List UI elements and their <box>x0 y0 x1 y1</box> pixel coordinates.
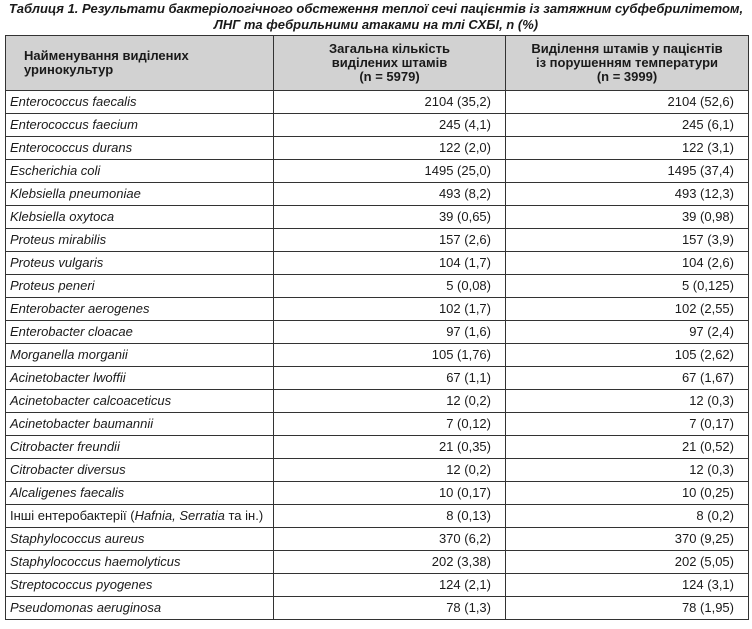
table-row <box>6 114 749 137</box>
fever-strains-cell: 7 (0,17) <box>506 413 749 436</box>
total-strains-cell: 7 (0,12) <box>274 413 506 436</box>
table-row <box>6 367 749 390</box>
total-strains-cell: 124 (2,1) <box>274 574 506 597</box>
total-strains-cell: 370 (6,2) <box>274 528 506 551</box>
header-fever-line-2: із порушенням температури <box>535 55 719 70</box>
total-strains-cell: 5 (0,08) <box>274 275 506 298</box>
fever-strains-cell: 2104 (52,6) <box>506 91 749 114</box>
total-strains-cell: 157 (2,6) <box>274 229 506 252</box>
total-strains-cell: 102 (1,7) <box>274 298 506 321</box>
table-row <box>6 528 749 551</box>
table-row <box>6 275 749 298</box>
fever-strains-cell: 39 (0,98) <box>506 206 749 229</box>
fever-strains-cell: 105 (2,62) <box>506 344 749 367</box>
table-caption <box>0 0 752 35</box>
table-row <box>6 183 749 206</box>
culture-name-cell: Staphylococcus aureus <box>6 528 274 551</box>
header-culture-name: Найменування виділених уринокультур <box>6 36 274 91</box>
header-fever-strains <box>506 36 749 91</box>
header-total-line-1: Загальна кількість <box>328 41 451 56</box>
urine-culture-table <box>5 35 749 620</box>
culture-name-cell: Acinetobacter calcoaceticus <box>6 390 274 413</box>
culture-name-cell: Acinetobacter lwoffii <box>6 367 274 390</box>
table-row <box>6 413 749 436</box>
culture-name-italic: Hafnia, Serratia <box>134 508 225 523</box>
culture-name-cell: Alcaligenes faecalis <box>6 482 274 505</box>
culture-name-cell: Escherichia coli <box>6 160 274 183</box>
culture-name-cell: Proteus peneri <box>6 275 274 298</box>
fever-strains-cell: 493 (12,3) <box>506 183 749 206</box>
total-strains-cell: 8 (0,13) <box>274 505 506 528</box>
table-row <box>6 390 749 413</box>
culture-name-cell: Acinetobacter baumannii <box>6 413 274 436</box>
fever-strains-cell: 21 (0,52) <box>506 436 749 459</box>
fever-strains-cell: 8 (0,2) <box>506 505 749 528</box>
total-strains-cell: 202 (3,38) <box>274 551 506 574</box>
table-row <box>6 597 749 620</box>
fever-strains-cell: 5 (0,125) <box>506 275 749 298</box>
culture-name-cell: Enterococcus faecalis <box>6 91 274 114</box>
header-total-line-3: (n = 5979) <box>359 69 420 84</box>
table-row <box>6 482 749 505</box>
fever-strains-cell: 67 (1,67) <box>506 367 749 390</box>
table-row <box>6 298 749 321</box>
table-row <box>6 505 749 528</box>
culture-name-cell: Enterobacter aerogenes <box>6 298 274 321</box>
culture-name-cell: Proteus mirabilis <box>6 229 274 252</box>
table-row <box>6 160 749 183</box>
culture-name-cell: Klebsiella pneumoniae <box>6 183 274 206</box>
culture-name-cell <box>6 505 274 528</box>
table-row <box>6 206 749 229</box>
caption-line-1: Таблиця 1. Результати бактеріологічного обстеження теплої сечі пацієнтів із затяжним субфебрилітетом, <box>8 1 744 16</box>
table-row <box>6 344 749 367</box>
total-strains-cell: 39 (0,65) <box>274 206 506 229</box>
total-strains-cell: 104 (1,7) <box>274 252 506 275</box>
table-row <box>6 321 749 344</box>
culture-name-cell: Klebsiella oxytoca <box>6 206 274 229</box>
fever-strains-cell: 124 (3,1) <box>506 574 749 597</box>
fever-strains-cell: 122 (3,1) <box>506 137 749 160</box>
fever-strains-cell: 102 (2,55) <box>506 298 749 321</box>
fever-strains-cell: 12 (0,3) <box>506 390 749 413</box>
total-strains-cell: 122 (2,0) <box>274 137 506 160</box>
table-row <box>6 436 749 459</box>
fever-strains-cell: 370 (9,25) <box>506 528 749 551</box>
culture-name-suffix: та ін.) <box>224 508 264 523</box>
total-strains-cell: 10 (0,17) <box>274 482 506 505</box>
culture-name-prefix: Інші ентеробактерії ( <box>10 508 135 523</box>
header-fever-line-3: (n = 3999) <box>596 69 658 84</box>
culture-name-cell: Pseudomonas aeruginosa <box>6 597 274 620</box>
culture-name-cell: Citrobacter diversus <box>6 459 274 482</box>
culture-name-cell: Enterobacter cloacae <box>6 321 274 344</box>
total-strains-cell: 78 (1,3) <box>274 597 506 620</box>
fever-strains-cell: 202 (5,05) <box>506 551 749 574</box>
fever-strains-cell: 97 (2,4) <box>506 321 749 344</box>
table-row <box>6 91 749 114</box>
fever-strains-cell: 12 (0,3) <box>506 459 749 482</box>
culture-name-cell: Staphylococcus haemolyticus <box>6 551 274 574</box>
culture-name-cell: Proteus vulgaris <box>6 252 274 275</box>
table-row <box>6 252 749 275</box>
total-strains-cell: 105 (1,76) <box>274 344 506 367</box>
fever-strains-cell: 10 (0,25) <box>506 482 749 505</box>
fever-strains-cell: 245 (6,1) <box>506 114 749 137</box>
table-row <box>6 137 749 160</box>
total-strains-cell: 21 (0,35) <box>274 436 506 459</box>
header-total-line-2: виділених штамів <box>331 55 448 70</box>
table-row <box>6 551 749 574</box>
header-fever-line-1: Виділення штамів у пацієнтів <box>531 41 723 56</box>
table-row <box>6 229 749 252</box>
total-strains-cell: 12 (0,2) <box>274 459 506 482</box>
total-strains-cell: 12 (0,2) <box>274 390 506 413</box>
table-row <box>6 459 749 482</box>
culture-name-cell: Morganella morganii <box>6 344 274 367</box>
total-strains-cell: 97 (1,6) <box>274 321 506 344</box>
table-row <box>6 574 749 597</box>
caption-line-2: ЛНГ та фебрильними атаками на тлі СХБІ, n (%) <box>213 17 539 32</box>
fever-strains-cell: 78 (1,95) <box>506 597 749 620</box>
fever-strains-cell: 1495 (37,4) <box>506 160 749 183</box>
table-body <box>6 91 749 620</box>
table-header-row <box>6 36 749 91</box>
total-strains-cell: 67 (1,1) <box>274 367 506 390</box>
total-strains-cell: 493 (8,2) <box>274 183 506 206</box>
culture-name-cell: Enterococcus faecium <box>6 114 274 137</box>
header-total-strains <box>274 36 506 91</box>
culture-name-cell: Citrobacter freundii <box>6 436 274 459</box>
fever-strains-cell: 104 (2,6) <box>506 252 749 275</box>
culture-name-cell: Streptococcus pyogenes <box>6 574 274 597</box>
total-strains-cell: 1495 (25,0) <box>274 160 506 183</box>
total-strains-cell: 245 (4,1) <box>274 114 506 137</box>
total-strains-cell: 2104 (35,2) <box>274 91 506 114</box>
culture-name-cell: Enterococcus durans <box>6 137 274 160</box>
fever-strains-cell: 157 (3,9) <box>506 229 749 252</box>
